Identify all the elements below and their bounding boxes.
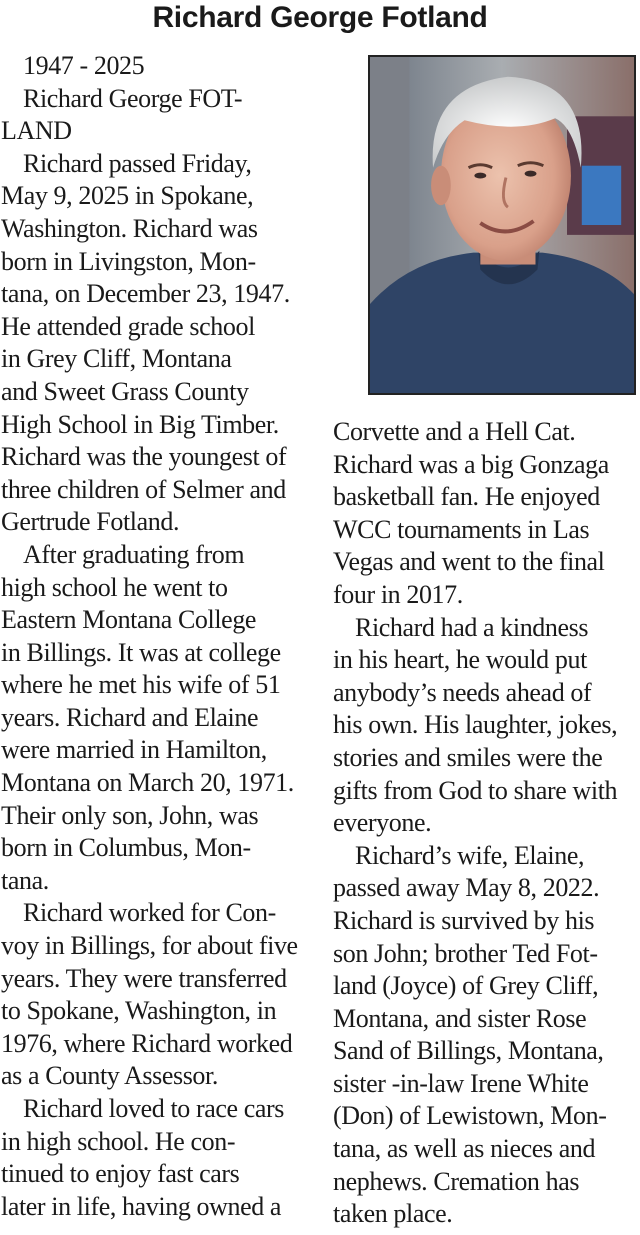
right-text-column xyxy=(333,416,640,1231)
text-line: Richard was a big Gonzaga xyxy=(333,449,609,479)
text-line: May 9, 2025 in Spokane, xyxy=(1,181,254,211)
text-line: Washington. Richard was xyxy=(1,213,258,243)
text-line: sister -in-law Irene White xyxy=(333,1068,589,1098)
text-line: later in life, having owned a xyxy=(1,1191,282,1221)
text-line: tana. xyxy=(1,865,49,895)
text-line: WCC tournaments in Las xyxy=(333,514,590,544)
text-line: stories and smiles were the xyxy=(333,742,603,772)
obituary-title: Richard George Fotland xyxy=(152,1,488,34)
text-line: to Spokane, Washington, in xyxy=(1,996,277,1026)
text-line: Montana on March 20, 1971. xyxy=(1,768,294,798)
text-line: 1976, where Richard worked xyxy=(1,1028,293,1058)
text-line: Richard loved to race cars xyxy=(23,1094,285,1123)
text-line: Vegas and went to the final xyxy=(333,547,605,577)
text-line: years. They were transferred xyxy=(1,963,287,993)
text-line: Richard worked for Con- xyxy=(23,898,276,928)
text-line: Gertrude Fotland. xyxy=(1,507,180,537)
text-line: anybody’s needs ahead of xyxy=(333,677,592,707)
left-text-column xyxy=(1,50,321,1223)
text-line: Sand of Billings, Montana, xyxy=(333,1036,604,1066)
text-line: land (Joyce) of Grey Cliff, xyxy=(333,971,599,1001)
text-line: three children of Selmer and xyxy=(1,474,286,504)
portrait-image xyxy=(370,57,634,393)
text-line: High School in Big Timber. xyxy=(1,409,279,439)
text-line: nephews. Cremation has xyxy=(333,1166,580,1196)
text-line: tana, on December 23, 1947. xyxy=(1,279,290,309)
text-line: four in 2017. xyxy=(333,579,463,609)
text-line: Richard was the youngest of xyxy=(1,442,287,472)
text-line: tana, as well as nieces and xyxy=(333,1134,596,1164)
text-line: Richard’s wife, Elaine, xyxy=(355,840,585,870)
text-line: (Don) of Lewistown, Mon- xyxy=(333,1101,607,1131)
text-line: Their only son, John, was xyxy=(1,800,259,830)
text-line: Corvette and a Hell Cat. xyxy=(333,417,576,446)
text-line: high school he went to xyxy=(1,572,228,602)
text-line: son John; brother Ted Fot- xyxy=(333,938,598,968)
text-line: born in Livingston, Mon- xyxy=(1,246,256,276)
text-line: and Sweet Grass County xyxy=(1,376,249,406)
portrait-photo xyxy=(368,55,636,395)
text-line: gifts from God to share with xyxy=(333,775,618,805)
text-line: basketball fan. He enjoyed xyxy=(333,482,600,512)
text-line: 1947 - 2025 xyxy=(23,51,145,80)
text-line: Richard is survived by his xyxy=(333,905,595,935)
text-line: passed away May 8, 2022. xyxy=(333,873,600,903)
text-line: taken place. xyxy=(333,1199,453,1229)
text-line: born in Columbus, Mon- xyxy=(1,833,251,863)
text-line: voy in Billings, for about five xyxy=(1,931,298,961)
text-line: years. Richard and Elaine xyxy=(1,702,259,732)
text-line: his own. His laughter, jokes, xyxy=(333,710,618,740)
text-line: He attended grade school xyxy=(1,311,255,341)
text-line: Richard passed Friday, xyxy=(23,148,252,178)
text-line: were married in Hamilton, xyxy=(1,735,267,765)
text-line: in high school. He con- xyxy=(1,1126,236,1156)
text-line: in Grey Cliff, Montana xyxy=(1,344,232,374)
text-line: Richard had a kindness xyxy=(355,612,589,642)
text-line: everyone. xyxy=(333,808,432,838)
text-line: Eastern Montana College xyxy=(1,605,257,635)
text-line: Richard George FOT- xyxy=(23,83,243,113)
text-line: After graduating from xyxy=(23,539,245,569)
text-line: in his heart, he would put xyxy=(333,645,587,675)
text-line: as a County Assessor. xyxy=(1,1061,218,1091)
text-line: Montana, and sister Rose xyxy=(333,1003,587,1033)
text-line: where he met his wife of 51 xyxy=(1,670,281,700)
text-line: LAND xyxy=(1,116,72,146)
text-line: tinued to enjoy fast cars xyxy=(1,1159,240,1189)
text-line: in Billings. It was at college xyxy=(1,637,281,667)
